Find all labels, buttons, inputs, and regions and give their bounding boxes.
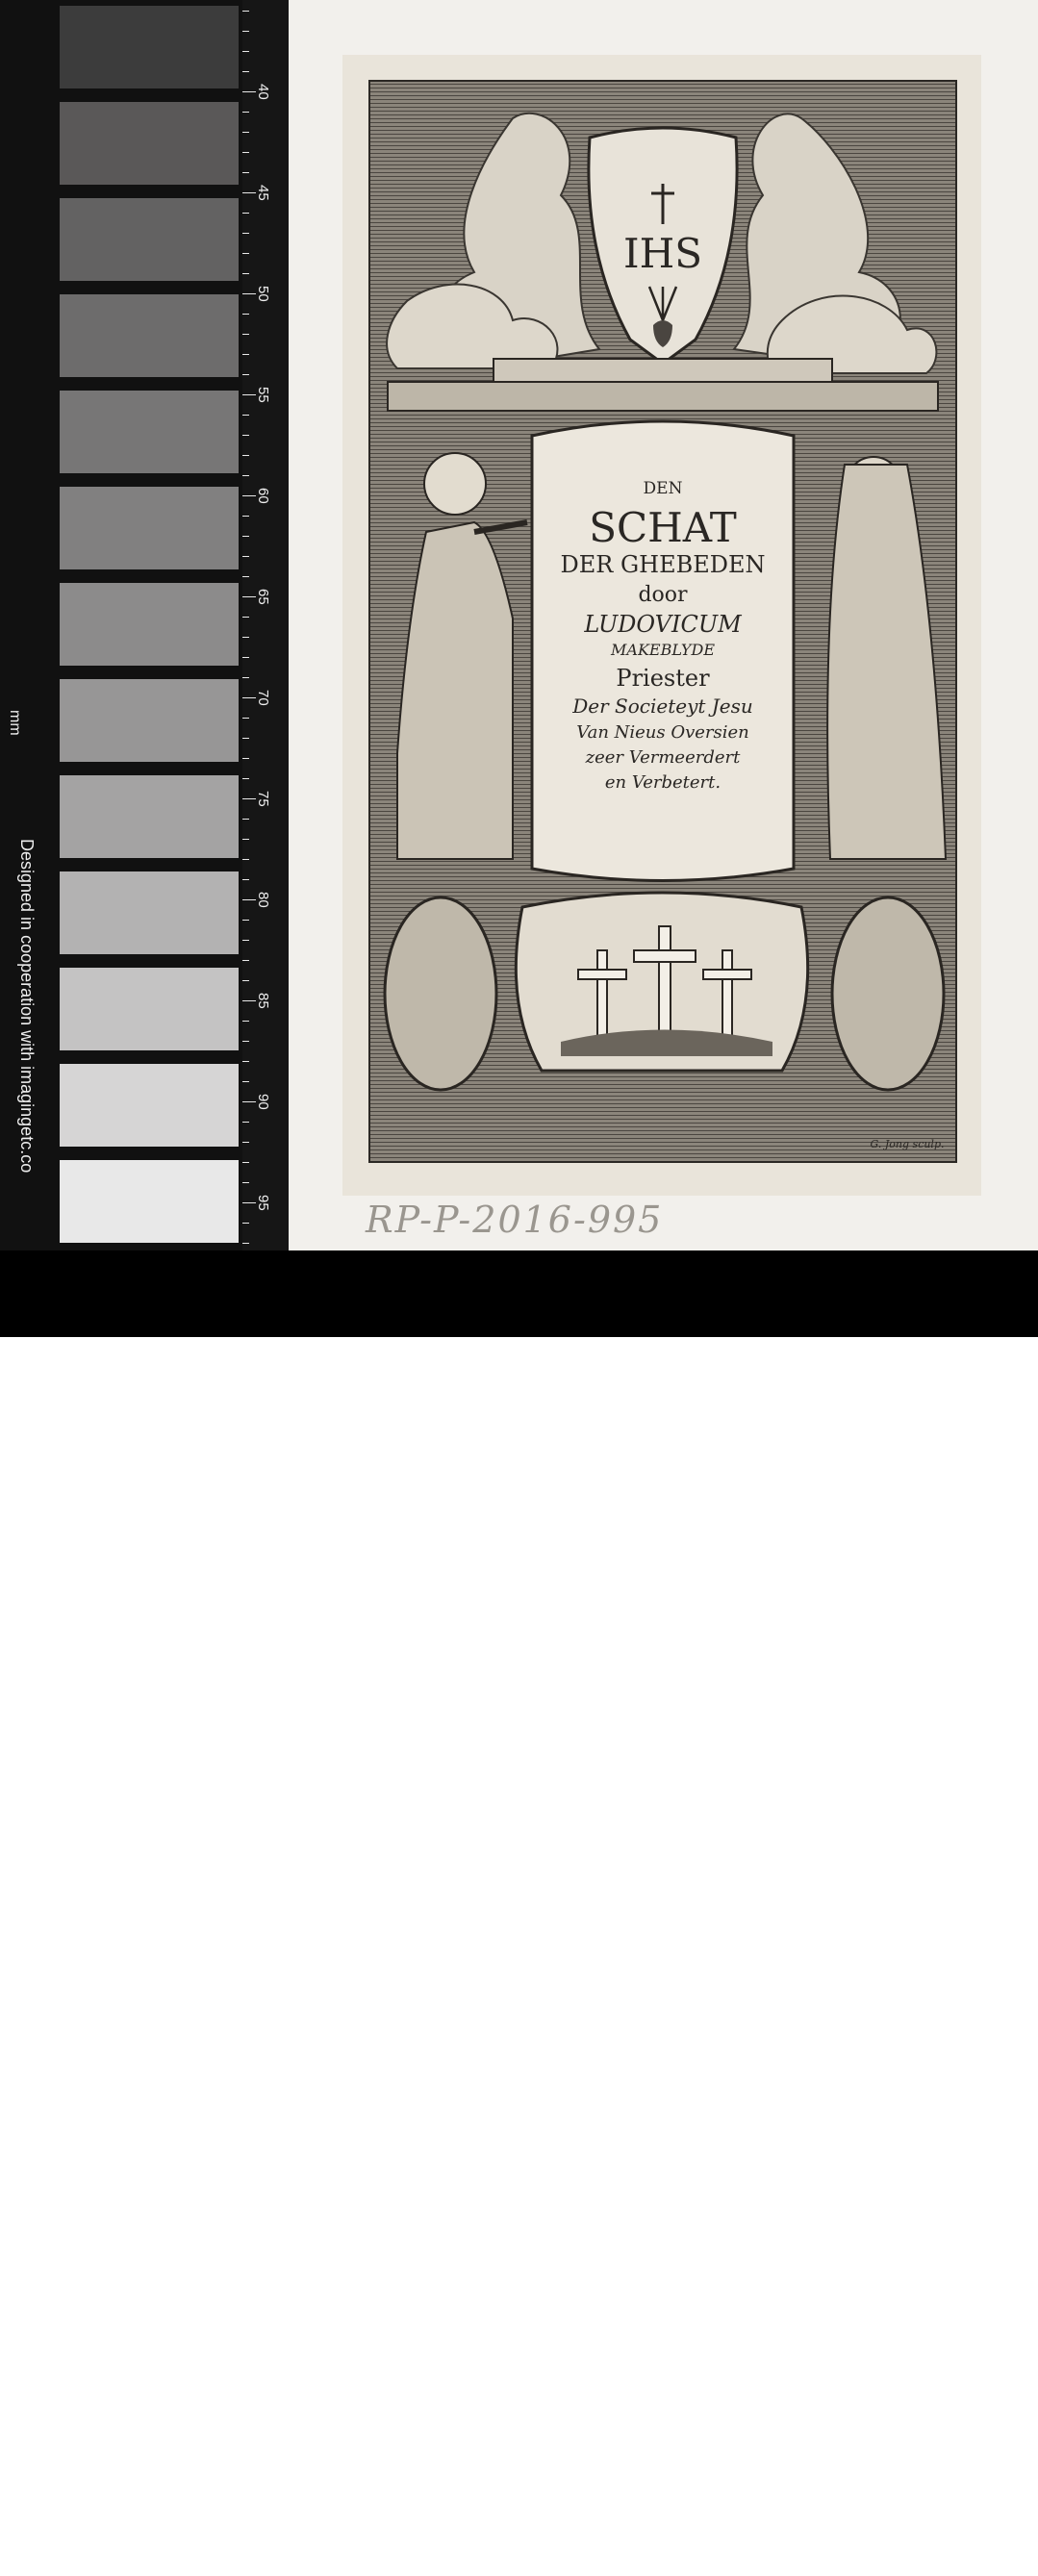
brand-logo: alamy	[21, 2518, 187, 2576]
gray-patch	[60, 968, 239, 1050]
scale-tick	[242, 940, 249, 941]
banner-info	[879, 2522, 1017, 2561]
title-line: DEN	[643, 479, 683, 498]
scale-tick	[242, 475, 249, 476]
gray-patch	[60, 583, 239, 666]
scale-tick	[242, 293, 256, 294]
scale-tick	[242, 1101, 256, 1102]
scale-tick-label: 85	[255, 993, 271, 1009]
scale-tick	[242, 71, 249, 72]
scale-tick	[242, 516, 249, 517]
engraving-plate	[368, 80, 957, 1163]
gray-patch	[60, 102, 239, 185]
scale-tick	[242, 879, 249, 880]
gray-patch	[60, 294, 239, 377]
scale-tick	[242, 374, 249, 375]
scale-tick	[242, 1162, 249, 1163]
scale-tick	[242, 1243, 249, 1244]
title-line: en Verbetert.	[604, 772, 722, 793]
scale-tick	[242, 394, 256, 395]
scale-tick	[242, 637, 249, 638]
color-ruler	[0, 0, 289, 1250]
scale-tick	[242, 354, 249, 355]
site-url: www.alamy.com	[878, 2542, 982, 2559]
scale-tick	[242, 314, 249, 315]
scale-tick	[242, 596, 256, 597]
scale-tick	[242, 172, 249, 173]
scale-tick	[242, 435, 249, 436]
entablature	[494, 359, 832, 382]
scale-tick-label: 40	[255, 84, 271, 100]
credit-text: Designed in cooperation with imagingetc.co	[17, 839, 37, 1174]
gray-patch	[60, 679, 239, 762]
catalog-number: RP-P-2016-995	[366, 1199, 664, 1241]
title-line: Der Societeyt Jesu	[572, 695, 753, 718]
left-medallion	[385, 897, 496, 1090]
scale-tick	[242, 738, 249, 739]
scale-tick	[242, 1021, 249, 1022]
scale-tick	[242, 192, 256, 193]
scale-tick	[242, 697, 256, 698]
title-line: MAKEBLYDE	[611, 641, 715, 659]
scale-tick	[242, 758, 249, 759]
scale-tick	[242, 617, 249, 618]
scale-tick	[242, 51, 249, 52]
unit-label: mm	[7, 710, 23, 736]
gray-patch	[60, 1064, 239, 1147]
scale-tick-label: 50	[255, 286, 271, 302]
gray-patch	[60, 775, 239, 858]
gray-patch	[60, 487, 239, 569]
ihs-monogram: IHS	[623, 230, 702, 277]
scale-tick	[242, 778, 249, 779]
scale-tick-label: 95	[255, 1195, 271, 1211]
scale-tick	[242, 1081, 249, 1082]
gray-patch	[60, 391, 239, 473]
scale-tick	[242, 839, 249, 840]
scale-tick	[242, 1223, 249, 1224]
title-line: door	[638, 583, 688, 607]
scale-tick	[242, 798, 256, 799]
scale-tick	[242, 960, 249, 961]
gray-patch	[60, 1160, 239, 1243]
scale-tick	[242, 677, 249, 678]
scale-tick	[242, 556, 249, 557]
scale-tick	[242, 718, 249, 719]
scale-tick	[242, 213, 249, 214]
engraver-signature: G. Jong sculp.	[870, 1138, 945, 1150]
scale-tick	[242, 334, 249, 335]
scale-tick	[242, 536, 249, 537]
scale-tick	[242, 1142, 249, 1143]
scale-tick	[242, 1122, 249, 1123]
scale-tick-label: 75	[255, 791, 271, 807]
title-line: Priester	[616, 665, 710, 692]
scale-tick	[242, 11, 249, 12]
scale-tick	[242, 152, 249, 153]
scale-tick	[242, 415, 249, 416]
gray-patch	[60, 198, 239, 281]
scale-tick-label: 45	[255, 185, 271, 201]
scale-tick	[242, 455, 249, 456]
scale-tick-label: 65	[255, 589, 271, 605]
scale-tick	[242, 1000, 256, 1001]
scale-tick	[242, 1202, 256, 1203]
scale-tick	[242, 819, 249, 820]
scale-tick	[242, 1041, 249, 1042]
scale-tick	[242, 233, 249, 234]
scale-tick	[242, 495, 256, 496]
scale-tick	[242, 1182, 249, 1183]
scale-tick-label: 60	[255, 488, 271, 504]
photo-area	[0, 0, 1038, 1250]
gray-patch	[60, 6, 239, 88]
scale-tick	[242, 253, 249, 254]
watermark-banner	[0, 1250, 1038, 2576]
scale-tick	[242, 1061, 249, 1062]
scale-tick	[242, 112, 249, 113]
scale-tick	[242, 859, 249, 860]
scale-tick	[242, 91, 256, 92]
scale-tick	[242, 920, 249, 921]
scale-tick	[242, 273, 249, 274]
scale-tick-label: 70	[255, 690, 271, 706]
scale-tick-label: 90	[255, 1094, 271, 1110]
title-line: LUDOVICUM	[584, 611, 742, 638]
image-id: Image ID: 2WEGNR4	[878, 2523, 1017, 2539]
title-line: DER GHEBEDEN	[560, 551, 766, 578]
right-medallion	[832, 897, 944, 1090]
scale-tick	[242, 576, 249, 577]
title-line: Van Nieus Oversien	[576, 722, 749, 743]
gray-patches	[60, 0, 239, 1250]
title-line: zeer Vermeerdert	[585, 747, 741, 768]
gray-patch	[60, 871, 239, 954]
scale-tick	[242, 31, 249, 32]
scale-tick	[242, 980, 249, 981]
scale-tick-label: 80	[255, 892, 271, 908]
scale-tick-label: 55	[255, 387, 271, 403]
scale-tick	[242, 657, 249, 658]
scale-tick	[242, 132, 249, 133]
title-line: SCHAT	[589, 504, 737, 551]
scale-tick	[242, 899, 256, 900]
